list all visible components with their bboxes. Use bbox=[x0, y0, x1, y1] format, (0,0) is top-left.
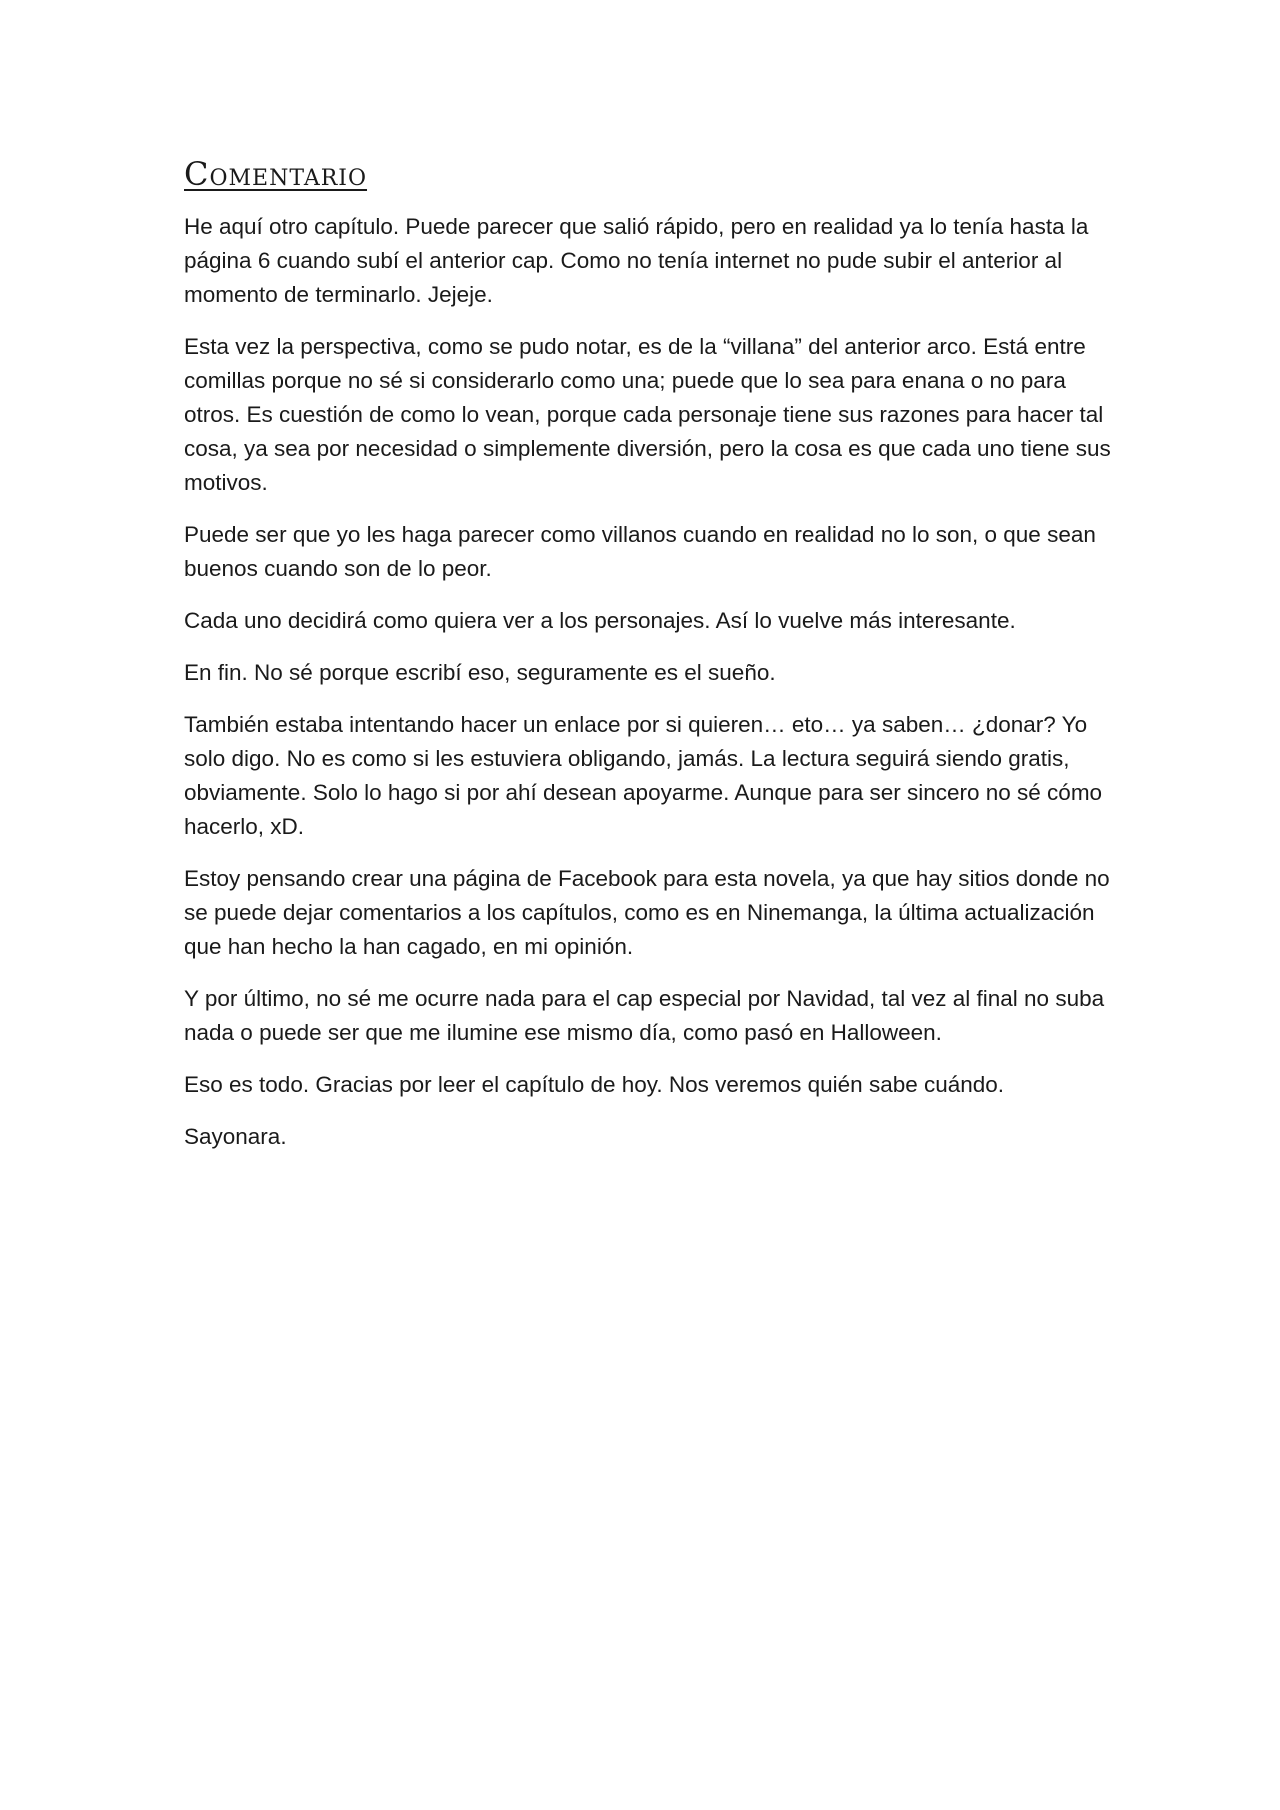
paragraph: Eso es todo. Gracias por leer el capítulo de hoy. Nos veremos quién sabe cuándo. bbox=[184, 1072, 1005, 1097]
document-body bbox=[184, 152, 1114, 1172]
page-title: Comentario bbox=[184, 155, 368, 193]
paragraph: También estaba intentando hacer un enlace por si quieren… eto… ya saben… ¿donar? Yo solo digo. No es como si les estuviera obligando, jamás. La lectura seguirá siendo gratis, obviamente. Solo lo hago si por ahí desean apoyarme. Aunque para ser sincero no sé cómo hacerlo, xD. bbox=[184, 712, 1103, 839]
paragraph: En fin. No sé porque escribí eso, seguramente es el sueño. bbox=[184, 660, 776, 685]
paragraph: Esta vez la perspectiva, como se pudo notar, es de la “villana” del anterior arco. Está entre comillas porque no sé si considerarlo como una; puede que lo sea para enana o no para otros. Es cuestión de como lo vean, porque cada personaje tiene sus razones para hacer tal cosa, ya sea por necesidad o simplemente diversión, pero la cosa es que cada uno tiene sus motivos. bbox=[184, 334, 1111, 495]
paragraph: He aquí otro capítulo. Puede parecer que salió rápido, pero en realidad ya lo tenía hasta la página 6 cuando subí el anterior cap. Como no tenía internet no pude subir el anterior al momento de terminarlo. Jejeje. bbox=[184, 214, 1089, 307]
paragraph: Y por último, no sé me ocurre nada para el cap especial por Navidad, tal vez al final no suba nada o puede ser que me ilumine ese mismo día, como pasó en Halloween. bbox=[184, 986, 1105, 1045]
paragraph: Cada uno decidirá como quiera ver a los personajes. Así lo vuelve más interesante. bbox=[184, 608, 1016, 633]
paragraph: Puede ser que yo les haga parecer como villanos cuando en realidad no lo son, o que sean buenos cuando son de lo peor. bbox=[184, 522, 1096, 581]
paragraph: Sayonara. bbox=[184, 1124, 287, 1149]
paragraph: Estoy pensando crear una página de Facebook para esta novela, ya que hay sitios donde no se puede dejar comentarios a los capítulos, como es en Ninemanga, la última actualización que han hecho la han cagado, en mi opinión. bbox=[184, 866, 1110, 959]
